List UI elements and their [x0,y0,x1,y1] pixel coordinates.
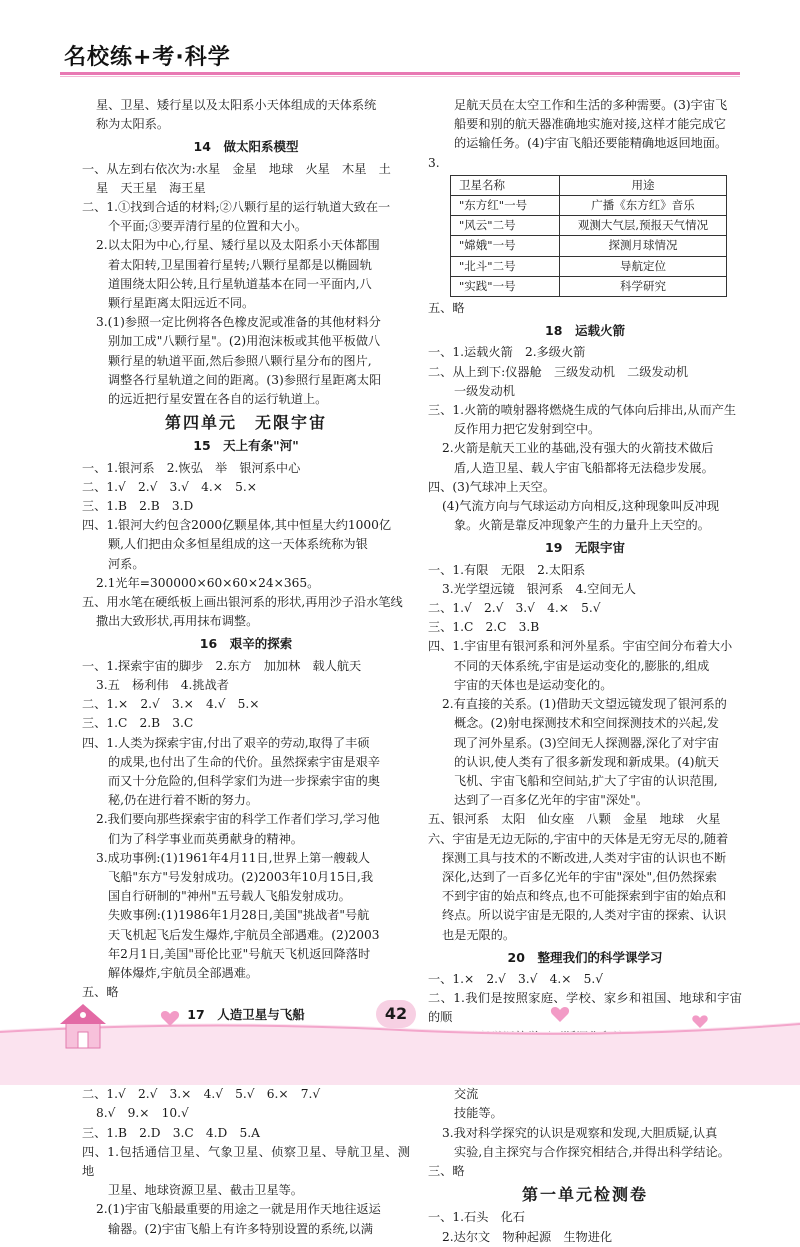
answer-line: 象。火箭是靠反冲现象产生的力量升上天空的。 [454,518,710,533]
answer-line: 输器。(2)宇宙飞船上有许多特别设置的系统,以满 [108,1221,373,1236]
answer-line: 四、1.银河大约包含2000亿颗星体,其中恒星大约1000亿 [82,518,392,533]
answer-line: 六、宇宙是无边无际的,宇宙中的天体是无穷无尽的,随着 [428,831,729,846]
table-cell: "实践"一号 [451,276,560,296]
answer-line: 三、1.火箭的喷射器将燃烧生成的气体向后排出,从而产生 [428,403,737,418]
answer-line: 五、银河系 太阳 仙女座 八颗 金星 地球 火星 [428,812,721,827]
answer-line: 不到宇宙的始点和终点,也不可能探索到宇宙的始点和 [442,889,727,904]
answer-line: 一、1.石头 化石 [428,1210,525,1225]
table-row [451,236,727,256]
answer-line: 的成果,也付出了生命的代价。虽然探索宇宙是艰辛 [108,754,380,769]
page-header [0,0,800,80]
answer-line: 三、1.B 2.D 3.C 4.D 5.A [82,1125,260,1140]
table-row [451,196,727,216]
house-icon [60,1004,106,1048]
answer-line: 现了河外星系。(3)空间无人探测器,深化了对宇宙 [454,735,719,750]
answer-line: 的远近把行星安置在各自的运行轨道上。 [108,392,328,407]
answer-line: 2.(1)宇宙飞船最重要的用途之一就是用作天地往返运 [96,1202,381,1217]
answer-line: 四、1.宇宙里有银河系和河外星系。宇宙空间分布着大小 [428,639,733,654]
answer-line: 2.火箭是航天工业的基础,没有强大的火箭技术做后 [442,441,714,456]
answer-line: 足航天员在太空工作和生活的多种需要。(3)宇宙飞 [454,98,728,112]
unit-heading: 第四单元 无限宇宙 [164,413,327,433]
header-divider-thin [60,76,740,77]
answer-line: 撒出大致形状,再用抹布调整。 [96,614,259,629]
lesson-heading-20: 20 整理我们的科学课学习 [507,949,663,965]
book-title: 名校练+考·科学 [64,45,231,70]
answer-line: 2.达尔文 物种起源 生物进化 [442,1229,613,1244]
answer-line: 一、1.银河系 2.恢弘 举 银河系中心 [82,460,301,475]
answer-line: 一、1.× 2.√ 3.√ 4.× 5.√ [428,971,603,986]
table-cell: "北斗"二号 [451,256,560,276]
answer-line: 卫星、地球资源卫星、截击卫星等。 [108,1183,303,1198]
answer-line: 3.五 杨利伟 4.挑战者 [96,677,229,692]
lesson-heading-19: 19 无限宇宙 [545,540,625,556]
answer-line: 天飞机起飞后发生爆炸,宇航员全部遇难。(2)2003 [108,927,380,942]
answer-line: 2.以太阳为中心,行星、矮行星以及太阳系小天体都围 [96,238,380,253]
answer-line: 达到了一百多亿光年的宇宙"深处"。 [454,793,649,808]
answer-line: 二、1.√ 2.√ 3.√ 4.× 5.× [82,479,257,494]
table-cell: 导航定位 [560,256,727,276]
answer-line: 星 天王星 海王星 [96,180,206,195]
answer-line: 个平面;③要弄清行星的位置和大小。 [108,219,308,234]
answer-line: 年2月1日,美国"哥伦比亚"号航天飞机返回降落时 [108,946,371,961]
answer-line: 飞机、宇宙飞船和空间站,扩大了宇宙的认识范围, [454,773,718,788]
answer-line: 着太阳转,卫星围着行星转;八颗行星都是以椭圆轨 [108,257,372,272]
answer-line: 概念。(2)射电探测技术和空间探测技术的兴起,发 [454,716,719,731]
answer-line: 颗行星的轨道平面,然后参照八颗行星分布的图片, [108,353,372,368]
text-line: 称为太阳系。 [96,117,170,132]
answer-line: 3.成功事例:(1)1961年4月11日,世界上第一艘载人 [96,850,370,865]
text-line: 星、卫星、矮行星以及太阳系小天体组成的天体系统 [96,98,377,112]
table-cell: "嫦娥"一号 [451,236,560,256]
header-divider [60,72,740,75]
answer-line: 的认识,使人类有了很多新发现和新成果。(4)航天 [454,754,719,769]
answer-line: 二、1.①找到合适的材料;②八颗行星的运行轨道大致在一 [82,200,391,215]
answer-line: 四、1.包括通信卫星、气象卫星、侦察卫星、导航卫星、测地 [82,1144,410,1178]
answer-line: 二、1.× 2.√ 3.× 4.√ 5.× [82,697,260,712]
answer-line: 宇宙的天体也是运动变化的。 [454,677,613,692]
answer-line: 8.√ 9.× 10.√ [96,1106,189,1121]
lesson-heading-16: 16 艰辛的探索 [199,636,293,652]
answer-line: 二、1.√ 2.√ 3.× 4.√ 5.√ 6.× 7.√ [82,1087,321,1102]
answer-line: 四、1.人类为探索宇宙,付出了艰辛的劳动,取得了丰硕 [82,735,370,750]
table-cell: 广播《东方红》音乐 [560,196,727,216]
answer-line: 反作用力把它发射到空中。 [454,422,601,437]
answer-line: 盾,人造卫星、载人宇宙飞船都将无法稳步发展。 [454,460,714,475]
answer-line: 颗行星距离太阳远近不同。 [108,296,255,311]
answer-line: 颗,人们把由众多恒星组成的这一天体系统称为银 [108,537,368,552]
answer-line: 五、略 [82,985,119,1000]
page-number: 42 [376,1000,416,1028]
answer-line: 船要和别的航天器准确地实施对接,这样才能完成它 [454,117,726,132]
answer-line: 三、略 [428,1163,465,1178]
answer-line: 3.我对科学探究的认识是观察和发现,大胆质疑,认真 [442,1125,718,1140]
answer-line: 探测工具与技术的不断改进,人类对宇宙的认识也不断 [442,850,727,865]
answer-line: 四、(3)气球冲上天空。 [428,479,555,494]
lesson-heading-18: 18 运载火箭 [545,323,625,339]
answer-line: 三、1.C 2.C 3.B [428,620,540,635]
answer-line: 调整各行星轨道之间的距离。(3)参照行星距离太阳 [108,372,382,387]
answer-line: 一、1.探索宇宙的脚步 2.东方 加加林 载人航天 [82,658,362,673]
answer-line: 别加工成"八颗行星"。(2)用泡沫板或其他平板做八 [108,334,381,349]
column-header-use: 用途 [560,175,727,195]
column-header-name: 卫星名称 [451,175,560,195]
answer-line: 二、从上到下:仪器舱 三级发动机 二级发动机 [428,364,689,379]
answer-line: 2.1光年=300000×60×60×24×365。 [96,575,320,590]
answer-line: 而又十分危险的,但科学家们为进一步探索宇宙的奥 [108,773,380,788]
table-row [451,216,727,236]
table-row [451,256,727,276]
lesson-heading-15: 15 天上有条"河" [193,438,299,454]
answer-line: 秘,仍在进行着不断的努力。 [108,793,259,808]
table-row [451,276,727,296]
answer-line: 国自行研制的"神州"五号载人飞船发射成功。 [108,889,351,904]
table-cell: 科学研究 [560,276,727,296]
answer-line: 二、1.√ 2.√ 3.√ 4.× 5.√ [428,601,601,616]
answer-line: 失败事例:(1)1986年1月28日,美国"挑战者"号航 [108,908,370,923]
answer-line: 一、1.有限 无限 2.太阳系 [428,562,586,577]
table-header-row [451,175,727,195]
answer-line: 2.我们要向那些探索宇宙的科学工作者们学习,学习他 [96,812,380,827]
satellite-table [450,175,727,297]
answer-line: 实验,自主探究与合作探究相结合,并得出科学结论。 [454,1144,730,1159]
answer-line: 终点。所以说宇宙是无限的,人类对宇宙的探索、认识 [442,908,727,923]
answer-line: 2.有直接的关系。(1)借助天文望远镜发现了银河系的 [442,697,727,712]
answer-line: 五、略 [428,301,465,316]
answer-line: 3. [428,155,440,170]
answer-line: 3.(1)参照一定比例将各色橡皮泥或准备的其他材料分 [96,315,381,330]
table-cell: 探测月球情况 [560,236,727,256]
answer-line: 技能等。 [454,1106,503,1121]
answer-line: 一级发动机 [454,383,515,398]
answer-line: 3.光学望远镜 银河系 4.空间无人 [442,581,636,596]
answer-line: 也是无限的。 [442,927,516,942]
answer-line: 解体爆炸,宇航员全部遇难。 [108,965,259,980]
answer-line: 深化,达到了一百多亿光年的宇宙"深处",但仍然探索 [442,869,717,884]
answer-line: (4)气流方向与气球运动方向相反,这种现象叫反冲现 [442,499,720,514]
answer-line: 道围绕太阳公转,且行星轨道基本在同一平面内,八 [108,276,372,291]
answer-line: 三、1.C 2.B 3.C [82,716,194,731]
table-cell: 观测大气层,预报天气情况 [560,216,727,236]
answer-line: 飞船"东方"号发射成功。(2)2003年10月15日,我 [108,869,374,884]
answer-line: 们为了科学事业而英勇献身的精神。 [108,831,303,846]
answer-line: 交流 [454,1087,479,1102]
answer-line: 一、1.运载火箭 2.多级火箭 [428,345,586,360]
test-heading: 第一单元检测卷 [521,1185,648,1205]
answer-line: 五、用水笔在硬纸板上画出银河系的形状,再用沙子沿水笔线 [82,595,403,610]
lesson-heading-14: 14 做太阳系模型 [193,139,299,155]
table-cell: "风云"二号 [451,216,560,236]
answer-line: 的运输任务。(4)宇宙飞船还要能精确地返回地面。 [454,136,728,151]
answer-line: 一、从左到右依次为:水星 金星 地球 火星 木星 土 [82,161,391,176]
answer-line: 河系。 [108,556,145,571]
lesson-heading-17: 17 人造卫星与飞船 [187,1007,305,1023]
table-cell: "东方红"一号 [451,196,560,216]
answer-line: 不同的天体系统,宇宙是运动变化的,膨胀的,组成 [454,658,710,673]
answer-line: 三、1.B 2.B 3.D [82,499,194,514]
answer-line: 二、1.我们是按照家庭、学校、家乡和祖国、地球和宇宙的顺 [428,991,742,1025]
